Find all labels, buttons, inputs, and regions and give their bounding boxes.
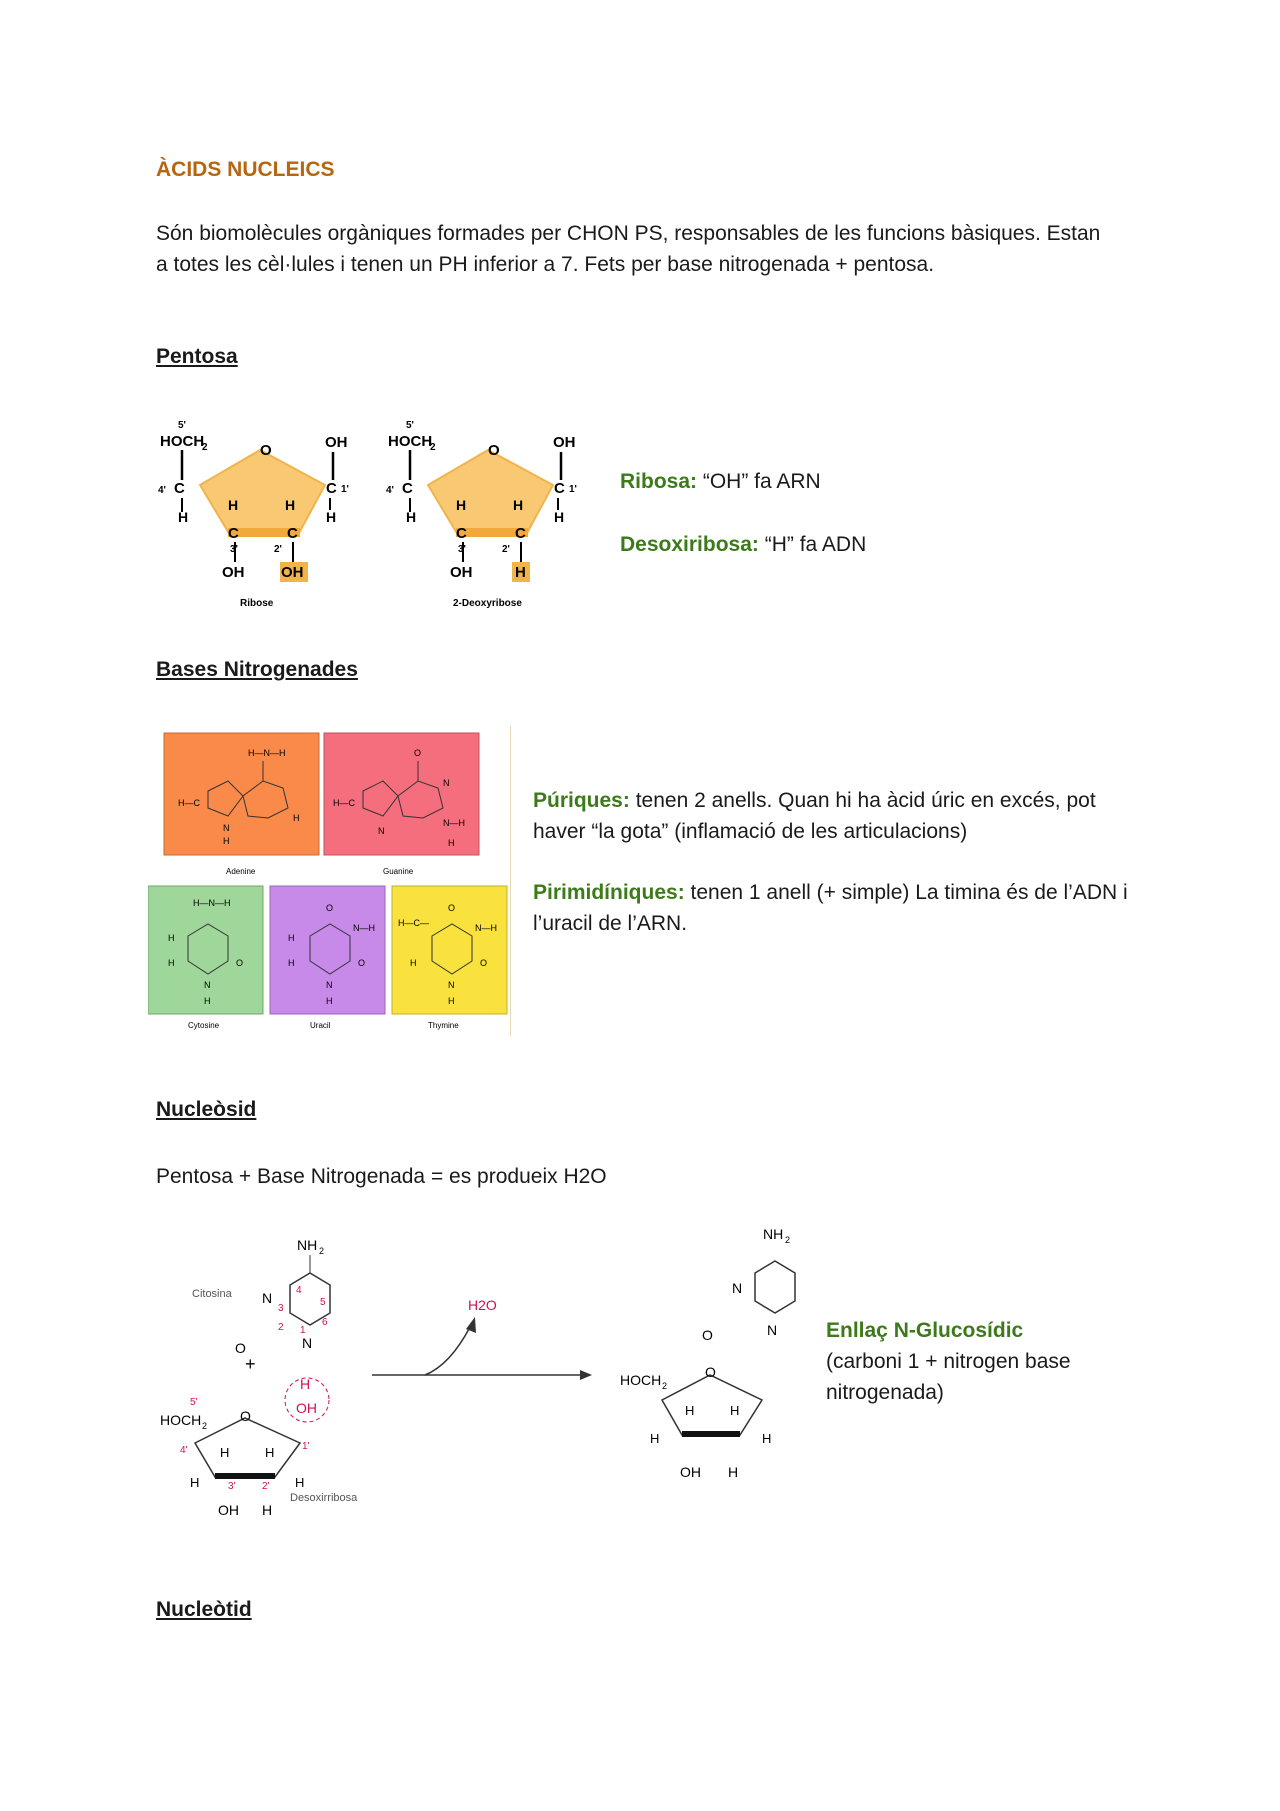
svg-text:H: H (168, 933, 175, 943)
svg-text:N: N (448, 980, 455, 990)
svg-text:HOCH: HOCH (620, 1372, 662, 1388)
enllac-text: (carboni 1 + nitrogen base nitrogenada) (826, 1350, 1071, 1404)
svg-text:H: H (406, 509, 417, 525)
svg-text:2': 2' (502, 544, 510, 555)
svg-text:O: O (240, 1408, 251, 1424)
svg-text:H: H (178, 509, 189, 525)
svg-text:1': 1' (341, 484, 349, 495)
svg-text:O: O (488, 442, 500, 459)
svg-text:OH: OH (218, 1502, 239, 1518)
svg-text:O: O (702, 1327, 713, 1343)
guanine-tile (324, 733, 479, 855)
svg-text:H: H (168, 958, 175, 968)
svg-text:2: 2 (278, 1322, 284, 1333)
svg-text:HOCH: HOCH (388, 433, 433, 450)
thymine-caption: Thymine (428, 1021, 459, 1030)
svg-text:H: H (228, 497, 239, 513)
svg-text:4: 4 (296, 1285, 302, 1296)
svg-text:O: O (705, 1364, 716, 1380)
svg-text:C: C (174, 480, 185, 497)
svg-text:H: H (293, 813, 300, 823)
svg-text:N: N (204, 980, 211, 990)
enllac-block (826, 1315, 1146, 1408)
svg-text:N: N (302, 1335, 313, 1351)
ribose-oh-highlight: OH (281, 564, 304, 581)
svg-text:H—C: H—C (178, 798, 200, 808)
bases-figure (148, 726, 511, 1036)
cytosine-tile (148, 886, 263, 1014)
svg-text:H: H (448, 996, 455, 1006)
svg-text:H: H (685, 1403, 695, 1418)
svg-text:4': 4' (386, 485, 394, 496)
svg-text:H: H (220, 1445, 230, 1460)
nucleosid-heading: Nucleòsid (156, 1098, 257, 1121)
svg-text:H: H (762, 1431, 772, 1446)
svg-text:N: N (262, 1290, 273, 1306)
svg-text:H: H (265, 1445, 275, 1460)
svg-text:H: H (288, 933, 295, 943)
svg-text:NH: NH (297, 1237, 318, 1253)
svg-text:C: C (287, 525, 298, 542)
svg-text:N: N (326, 980, 333, 990)
svg-text:O: O (326, 903, 334, 913)
nucleotid-heading: Nucleòtid (156, 1598, 252, 1621)
svg-text:3': 3' (230, 544, 238, 555)
svg-text:H—C: H—C (333, 798, 355, 808)
thymine-tile (392, 886, 507, 1014)
svg-text:4': 4' (180, 1445, 188, 1456)
deoxyribose-structure (386, 420, 577, 609)
svg-text:H: H (410, 958, 417, 968)
svg-text:2: 2 (202, 1421, 208, 1431)
puriques-label: Púriques: (533, 789, 630, 812)
svg-text:H: H (300, 1376, 311, 1392)
svg-text:2: 2 (785, 1235, 791, 1245)
svg-text:H: H (456, 497, 467, 513)
svg-text:O: O (235, 1340, 246, 1356)
svg-text:+: + (245, 1354, 256, 1374)
svg-text:OH: OH (553, 434, 576, 451)
svg-text:H: H (728, 1464, 739, 1480)
svg-text:H: H (326, 509, 337, 525)
desoxirribosa-caption: Desoxirribosa (290, 1492, 358, 1504)
svg-text:2: 2 (202, 442, 208, 453)
svg-text:C: C (402, 480, 413, 497)
svg-text:O: O (448, 903, 456, 913)
svg-text:H: H (204, 996, 211, 1006)
svg-text:5': 5' (178, 420, 186, 431)
puriques-paragraph (533, 785, 1133, 847)
svg-text:N: N (767, 1322, 778, 1338)
svg-text:6: 6 (322, 1317, 328, 1328)
nucleoside-reaction-figure (150, 1225, 810, 1535)
cytosine-caption: Cytosine (188, 1021, 220, 1030)
svg-text:N—H: N—H (353, 923, 375, 933)
svg-text:C: C (554, 480, 565, 497)
svg-text:3': 3' (228, 1481, 236, 1492)
desoxiribosa-label: Desoxiribosa: (620, 533, 759, 556)
puriques-text: tenen 2 anells. Quan hi ha àcid úric en excés, pot haver “la gota” (inflamació de les articulacions) (533, 789, 1096, 843)
svg-text:H: H (326, 996, 333, 1006)
svg-text:5: 5 (320, 1297, 326, 1308)
page-title: ÀCIDS NUCLEICS (156, 158, 335, 181)
svg-text:N—H: N—H (475, 923, 497, 933)
svg-text:C: C (456, 525, 467, 542)
desoxiribosa-text: “H” fa ADN (758, 533, 867, 556)
svg-text:N—H: N—H (443, 818, 465, 828)
svg-text:5': 5' (190, 1397, 198, 1408)
svg-text:NH: NH (763, 1226, 784, 1242)
svg-text:5': 5' (406, 420, 414, 431)
svg-text:H—C—: H—C— (398, 918, 429, 928)
ribosa-label: Ribosa: (620, 470, 698, 493)
nucleosid-equation: Pentosa + Base Nitrogenada = es produeix H2O (156, 1165, 607, 1188)
svg-text:1': 1' (569, 484, 577, 495)
svg-text:N: N (223, 823, 230, 833)
svg-text:HOCH: HOCH (160, 433, 205, 450)
svg-text:1': 1' (302, 1441, 310, 1452)
water-label: H2O (468, 1297, 497, 1313)
deoxy-caption: 2-Deoxyribose (453, 598, 522, 609)
svg-text:H—N—H: H—N—H (248, 748, 286, 758)
svg-text:N: N (732, 1280, 743, 1296)
svg-text:O: O (358, 958, 366, 968)
svg-text:2': 2' (274, 544, 282, 555)
pentosa-heading: Pentosa (156, 345, 238, 368)
ribosa-text: “OH” fa ARN (697, 470, 821, 493)
svg-text:2: 2 (662, 1381, 668, 1391)
svg-text:HOCH: HOCH (160, 1412, 202, 1428)
desoxiribosa-line (620, 529, 866, 560)
svg-text:2: 2 (319, 1246, 325, 1256)
svg-text:O: O (236, 958, 244, 968)
svg-text:OH: OH (325, 434, 348, 451)
svg-text:N: N (378, 826, 385, 836)
deoxy-h-highlight: H (515, 564, 526, 581)
pirimidiniques-paragraph (533, 877, 1133, 939)
svg-text:2: 2 (430, 442, 436, 453)
svg-text:H: H (554, 509, 565, 525)
svg-text:C: C (326, 480, 337, 497)
svg-text:O: O (480, 958, 488, 968)
pentose-figure (150, 410, 590, 620)
svg-text:H: H (650, 1431, 660, 1446)
svg-text:N: N (443, 778, 450, 788)
svg-text:H: H (730, 1403, 740, 1418)
enllac-label: Enllaç N-Glucosídic (826, 1319, 1024, 1342)
svg-text:H: H (288, 958, 295, 968)
citosina-caption: Citosina (192, 1288, 232, 1300)
svg-text:C: C (515, 525, 526, 542)
svg-text:4': 4' (158, 485, 166, 496)
svg-text:3': 3' (458, 544, 466, 555)
svg-text:H: H (513, 497, 524, 513)
svg-text:H: H (448, 838, 455, 848)
intro-paragraph: Són biomolècules orgàniques formades per CHON PS, responsables de les funcions bàsiques. Estan a totes les cèl·lules i tenen un PH inferior a 7. Fets per base nitrogenada + pentosa. (156, 222, 1101, 276)
bases-heading: Bases Nitrogenades (156, 658, 358, 681)
adenine-tile (164, 733, 319, 855)
ribosa-line (620, 466, 821, 497)
uracil-caption: Uracil (310, 1021, 331, 1030)
svg-text:OH: OH (296, 1400, 317, 1416)
svg-text:H: H (223, 836, 230, 846)
svg-text:3: 3 (278, 1303, 284, 1314)
svg-text:H—N—H: H—N—H (193, 898, 231, 908)
svg-text:OH: OH (680, 1464, 701, 1480)
svg-text:H: H (262, 1502, 273, 1518)
svg-text:OH: OH (450, 564, 473, 581)
svg-text:H: H (295, 1475, 305, 1490)
svg-text:OH: OH (222, 564, 245, 581)
adenine-caption: Adenine (226, 867, 256, 876)
svg-text:C: C (228, 525, 239, 542)
svg-text:2': 2' (262, 1481, 270, 1492)
ribose-caption: Ribose (240, 598, 274, 609)
svg-text:O: O (260, 442, 272, 459)
svg-text:1: 1 (300, 1325, 306, 1336)
pirimidiniques-text: tenen 1 anell (+ simple) La timina és de l’ADN i l’uracil de l’ARN. (533, 881, 1128, 935)
uracil-tile (270, 886, 385, 1014)
guanine-caption: Guanine (383, 867, 414, 876)
svg-text:H: H (190, 1475, 200, 1490)
pirimidiniques-label: Pirimidíniques: (533, 881, 685, 904)
ribose-structure (158, 420, 349, 609)
svg-text:H: H (285, 497, 296, 513)
svg-text:O: O (414, 748, 422, 758)
